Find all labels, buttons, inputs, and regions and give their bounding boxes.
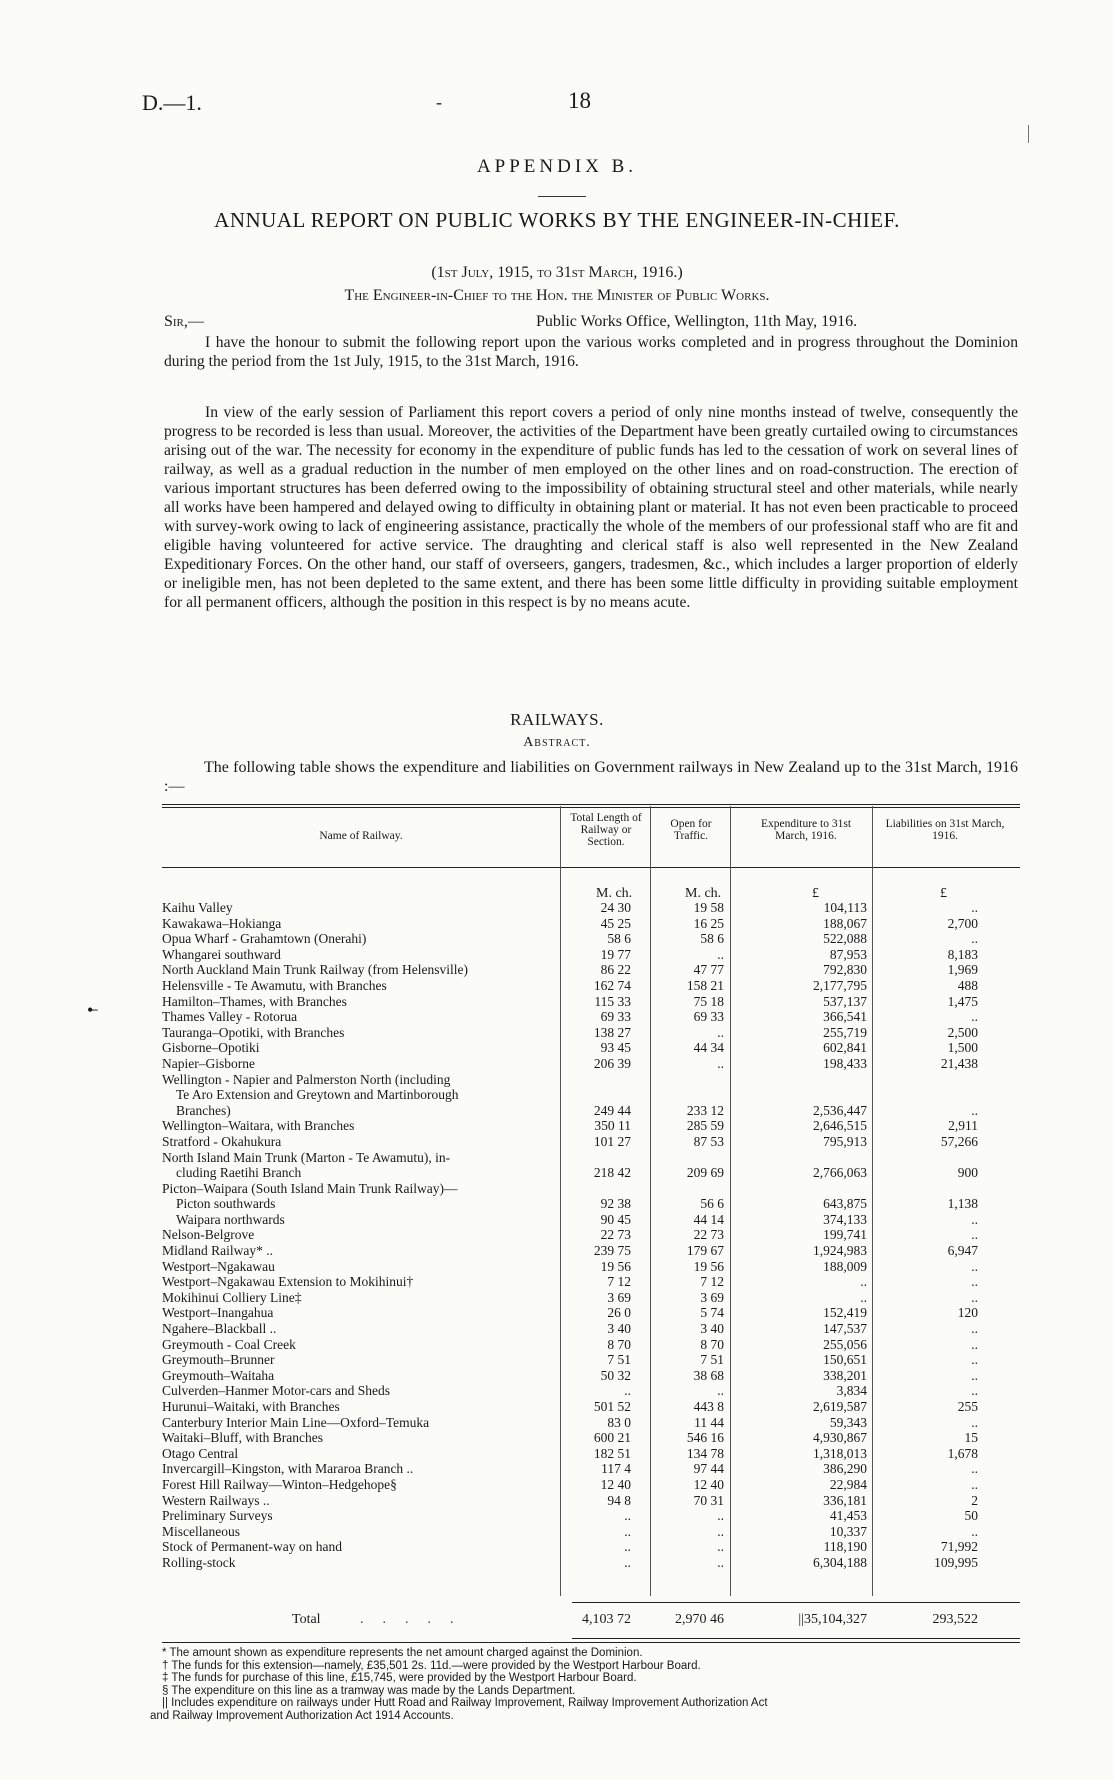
open-traffic-cell: 19 58 — [693, 900, 724, 915]
total-length-cell: 7 12 — [607, 1274, 631, 1290]
table-row — [0, 1446, 1114, 1462]
header-open-for-traffic: Open for Traffic. — [670, 818, 712, 842]
table-row — [0, 1181, 1114, 1197]
expenditure-cell: 2,177,795 — [813, 977, 867, 993]
liabilities-cell: 6,947 — [947, 1243, 978, 1259]
liabilities-cell: .. — [971, 1321, 978, 1337]
table-row — [0, 1134, 1114, 1150]
footnote: || Includes expenditure on railways under Hutt Road and Railway Improvement, Railway Improvement Authorization Act — [162, 1697, 768, 1710]
total-top-rule — [572, 1602, 1020, 1603]
total-length-cell: 249 44 — [593, 1102, 631, 1118]
open-traffic-cell: 75 18 — [693, 993, 724, 1009]
table-row — [0, 1087, 1114, 1103]
unit-expenditure: £ — [812, 886, 819, 901]
expenditure-cell: 22,984 — [829, 1476, 867, 1492]
table-row — [0, 1368, 1114, 1384]
liabilities-cell: .. — [971, 1274, 978, 1290]
total-length-cell: .. — [624, 1554, 631, 1570]
railway-name: Opua Wharf - Grahamtown (Onerahi) — [162, 931, 367, 947]
liabilities-cell: .. — [971, 1289, 978, 1305]
table-row — [0, 1539, 1114, 1555]
liabilities-cell: .. — [971, 1476, 978, 1492]
liabilities-cell: 1,138 — [947, 1196, 978, 1212]
railway-name: Greymouth–Brunner — [162, 1352, 275, 1368]
table-row — [0, 916, 1114, 932]
open-traffic-cell: 87 53 — [693, 1133, 724, 1149]
expenditure-cell: 255,719 — [823, 1024, 867, 1040]
open-traffic-cell: 70 31 — [693, 1492, 724, 1508]
railway-name: Waitaki–Bluff, with Branches — [162, 1430, 324, 1446]
railway-name: Midland Railway* .. — [162, 1243, 273, 1259]
total-length-cell: 69 33 — [600, 1009, 631, 1025]
expenditure-cell: 3,834 — [836, 1383, 867, 1399]
margin-symbol: •̶ — [87, 1000, 94, 1020]
expenditure-cell: .. — [860, 1274, 867, 1290]
open-traffic-cell: 3 40 — [700, 1321, 724, 1337]
railway-name: Whangarei southward — [162, 946, 281, 962]
unit-open: M. ch. — [685, 886, 722, 901]
header-name-of-railway: Name of Railway. — [319, 830, 403, 842]
table-row — [0, 1493, 1114, 1509]
railway-name: Westport–Ngakawau Extension to Mokihinui† — [162, 1274, 414, 1290]
open-traffic-cell: .. — [717, 1024, 724, 1040]
railway-name: Kawakawa–Hokianga — [162, 915, 282, 931]
table-row — [0, 1477, 1114, 1493]
total-length-cell: 86 22 — [600, 962, 631, 978]
open-traffic-cell: 47 77 — [693, 962, 724, 978]
total-length-cell: 115 33 — [594, 993, 631, 1009]
railway-name: Invercargill–Kingston, with Mararoa Branch .. — [162, 1461, 414, 1477]
railway-name: Otago Central — [162, 1445, 239, 1461]
liabilities-cell: 50 — [964, 1508, 978, 1524]
liabilities-cell: .. — [971, 1352, 978, 1368]
open-traffic-cell: .. — [717, 1539, 724, 1555]
table-row — [0, 900, 1114, 916]
expenditure-cell: 150,651 — [823, 1352, 867, 1368]
railway-name: Kaihu Valley — [162, 900, 233, 915]
railway-name: Stratford - Okahukura — [162, 1133, 282, 1149]
railway-name: Culverden–Hanmer Motor-cars and Sheds — [162, 1383, 391, 1399]
table-row — [0, 1415, 1114, 1431]
footnotes — [0, 1647, 1114, 1723]
table-row — [0, 1243, 1114, 1259]
railway-name: Branches) — [176, 1102, 231, 1118]
table-row — [0, 1399, 1114, 1415]
expenditure-cell: 104,113 — [823, 900, 867, 915]
table-row — [0, 1259, 1114, 1275]
liabilities-cell: .. — [971, 1383, 978, 1399]
footnote: and Railway Improvement Authorization Act 1914 Accounts. — [150, 1709, 454, 1722]
total-length: 4,103 72 — [582, 1612, 631, 1627]
liabilities-cell: .. — [971, 1009, 978, 1025]
liabilities-cell: 2,500 — [947, 1024, 978, 1040]
header-total-length: Total Length of Railway or Section. — [570, 812, 642, 848]
expenditure-cell: 2,536,447 — [813, 1102, 867, 1118]
railway-name: Picton southwards — [176, 1196, 276, 1212]
total-length-cell: 90 45 — [600, 1211, 631, 1227]
open-traffic-cell: 58 6 — [700, 931, 724, 947]
liabilities-cell: .. — [971, 1523, 978, 1539]
margin-mark — [1028, 125, 1029, 143]
liabilities-cell: 488 — [957, 977, 978, 993]
table-row — [0, 1025, 1114, 1041]
open-traffic-cell: 3 69 — [700, 1289, 724, 1305]
unit-liabilities: £ — [940, 886, 947, 901]
liabilities-cell: 900 — [957, 1165, 978, 1181]
total-length-cell: 501 52 — [593, 1399, 631, 1414]
total-length-cell: 22 73 — [600, 1227, 631, 1243]
total-length-cell: 50 32 — [600, 1367, 631, 1383]
table-row — [0, 1056, 1114, 1072]
total-length-cell: 83 0 — [607, 1414, 631, 1430]
total-length-cell: 45 25 — [600, 915, 631, 931]
liabilities-cell: 2,700 — [947, 915, 978, 931]
table-row — [0, 962, 1114, 978]
heading-rule — [538, 196, 586, 197]
liabilities-cell: .. — [971, 900, 978, 915]
open-traffic-cell: 7 51 — [700, 1352, 724, 1368]
total-length-cell: .. — [624, 1539, 631, 1555]
expenditure-cell: 2,766,063 — [813, 1165, 867, 1181]
open-traffic-cell: .. — [717, 946, 724, 962]
railway-name: Hurunui–Waitaki, with Branches — [162, 1399, 340, 1414]
total-length-cell: .. — [624, 1523, 631, 1539]
table-row — [0, 1524, 1114, 1540]
expenditure-cell: 2,646,515 — [813, 1118, 867, 1134]
liabilities-cell: 1,500 — [947, 1040, 978, 1056]
total-length-cell: 350 11 — [594, 1118, 631, 1134]
header-mark: - — [436, 92, 442, 112]
total-length-cell: 138 27 — [593, 1024, 631, 1040]
expenditure-cell: 188,067 — [823, 915, 867, 931]
liabilities-cell: 57,266 — [940, 1133, 978, 1149]
open-traffic-cell: 19 56 — [693, 1258, 724, 1274]
table-row — [0, 1150, 1114, 1166]
liabilities-cell: .. — [971, 1227, 978, 1243]
open-traffic-cell: 38 68 — [693, 1367, 724, 1383]
railway-name: North Auckland Main Trunk Railway (from Helensville) — [162, 962, 468, 978]
railway-name: Westport–Inangahua — [162, 1305, 274, 1321]
expenditure-cell: 366,541 — [823, 1009, 867, 1025]
header-expenditure: Expenditure to 31st March, 1916. — [760, 818, 852, 842]
expenditure-cell: 386,290 — [823, 1461, 867, 1477]
table-row — [0, 1352, 1114, 1368]
expenditure-cell: 338,201 — [823, 1367, 867, 1383]
table-row — [0, 1461, 1114, 1477]
expenditure-cell: 537,137 — [823, 993, 867, 1009]
table-row — [0, 978, 1114, 994]
open-traffic-cell: 8 70 — [700, 1336, 724, 1352]
railway-name: Greymouth–Waitaha — [162, 1367, 275, 1383]
expenditure-cell: 2,619,587 — [813, 1399, 867, 1414]
expenditure-cell: 792,830 — [823, 962, 867, 978]
liabilities-cell: .. — [971, 1102, 978, 1118]
railway-name: Waipara northwards — [176, 1211, 285, 1227]
document-reference: D.—1. — [142, 90, 202, 115]
open-traffic-cell: 134 78 — [686, 1445, 724, 1461]
railway-table-body — [0, 900, 1114, 1571]
liabilities-cell: .. — [971, 1461, 978, 1477]
table-intro: The following table shows the expenditure and liabilities on Government railways in New Zealand up to the 31st March, 1916 :— — [164, 759, 1018, 795]
appendix-heading: APPENDIX B. — [476, 156, 638, 177]
liabilities-cell: .. — [971, 931, 978, 947]
liabilities-cell: .. — [971, 1336, 978, 1352]
total-length-cell: 600 21 — [593, 1430, 631, 1446]
railway-name: Napier–Gisborne — [162, 1055, 255, 1071]
expenditure-cell: 602,841 — [823, 1040, 867, 1056]
footnote: * The amount shown as expenditure represents the net amount charged against the Dominion. — [162, 1647, 643, 1659]
table-top-rule — [162, 804, 1020, 805]
expenditure-cell: 1,318,013 — [813, 1445, 867, 1461]
total-open: 2,970 46 — [675, 1612, 724, 1627]
expenditure-cell: 188,009 — [823, 1258, 867, 1274]
expenditure-cell: 795,913 — [823, 1133, 867, 1149]
total-length-cell: 93 45 — [600, 1040, 631, 1056]
expenditure-cell: 522,088 — [823, 931, 867, 947]
footnote: ‡ The funds for purchase of this line, £15,745, were provided by the Westport Harbour Board. — [162, 1672, 637, 1685]
expenditure-cell: 118,190 — [823, 1539, 867, 1555]
office-date-line: Public Works Office, Wellington, 11th May, 1916. — [536, 313, 858, 330]
total-liabilities: 293,522 — [932, 1612, 978, 1627]
table-row — [0, 1212, 1114, 1228]
liabilities-cell: 21,438 — [940, 1055, 978, 1071]
open-traffic-cell: 97 44 — [693, 1461, 724, 1477]
liabilities-cell: 120 — [957, 1305, 978, 1321]
open-traffic-cell: 69 33 — [693, 1009, 724, 1025]
expenditure-cell: .. — [860, 1289, 867, 1305]
expenditure-cell: 147,537 — [823, 1321, 867, 1337]
railway-name: cluding Raetihi Branch — [176, 1165, 302, 1181]
open-traffic-cell: 16 25 — [693, 915, 724, 931]
expenditure-cell: 255,056 — [823, 1336, 867, 1352]
table-bottom-rule — [162, 1642, 1020, 1643]
open-traffic-cell: 56 6 — [700, 1196, 724, 1212]
liabilities-cell: .. — [971, 1367, 978, 1383]
railway-name: Picton–Waipara (South Island Main Trunk Railway)— — [162, 1180, 458, 1196]
liabilities-cell: 2,911 — [948, 1118, 978, 1134]
table-row — [0, 931, 1114, 947]
abstract-heading: Abstract. — [523, 735, 591, 750]
railway-name: North Island Main Trunk (Marton - Te Awamutu), in- — [162, 1149, 451, 1165]
table-row — [0, 1196, 1114, 1212]
open-traffic-cell: .. — [717, 1554, 724, 1570]
open-traffic-cell: 179 67 — [686, 1243, 724, 1259]
footnote: § The expenditure on this line as a tramway was made by the Lands Department. — [162, 1684, 576, 1697]
total-length-cell: 3 40 — [607, 1321, 631, 1337]
page-number: 18 — [568, 88, 591, 113]
table-row — [0, 1383, 1114, 1399]
table-row — [0, 1040, 1114, 1056]
total-leaders: ..... — [360, 1612, 473, 1627]
table-row — [0, 1118, 1114, 1134]
liabilities-cell: 8,183 — [947, 946, 978, 962]
liabilities-cell: 1,475 — [947, 993, 978, 1009]
liabilities-cell: 1,678 — [947, 1445, 978, 1461]
railway-name: Miscellaneous — [162, 1523, 240, 1539]
open-traffic-cell: .. — [717, 1523, 724, 1539]
unit-length: M. ch. — [596, 886, 633, 901]
total-length-cell: 58 6 — [607, 931, 631, 947]
table-row — [0, 994, 1114, 1010]
total-length-cell: .. — [624, 1508, 631, 1524]
table-top-rule-double — [162, 807, 1020, 808]
railways-heading: RAILWAYS. — [510, 710, 604, 729]
railway-name: Greymouth - Coal Creek — [162, 1336, 296, 1352]
railway-name: Forest Hill Railway—Winton–Hedgehope§ — [162, 1476, 397, 1492]
salutation: Sir,— — [164, 313, 204, 330]
table-row — [0, 1508, 1114, 1524]
open-traffic-cell: 158 21 — [686, 977, 724, 993]
total-length-cell: 8 70 — [607, 1336, 631, 1352]
table-row — [0, 1227, 1114, 1243]
total-label: Total — [292, 1612, 321, 1627]
railway-name: Wellington - Napier and Palmerston North (including — [162, 1071, 451, 1087]
header-liabilities: Liabilities on 31st March, 1916. — [885, 818, 1005, 842]
expenditure-cell: 198,433 — [823, 1055, 867, 1071]
paragraph-intro: I have the honour to submit the following report upon the various works completed and in progress throughout the Dominion during the period from the 1st July, 1915, to the 31st March, 1916. — [164, 334, 1018, 370]
expenditure-cell: 59,343 — [829, 1414, 867, 1430]
railway-name: Nelson-Belgrove — [162, 1227, 255, 1243]
liabilities-cell: 255 — [957, 1399, 978, 1414]
total-length-cell: 94 8 — [607, 1492, 631, 1508]
expenditure-cell: 87,953 — [829, 946, 867, 962]
railway-name: Hamilton–Thames, with Branches — [162, 993, 347, 1009]
total-length-cell: .. — [624, 1383, 631, 1399]
railway-name: Ngahere–Blackball .. — [162, 1321, 277, 1337]
total-length-cell: 7 51 — [607, 1352, 631, 1368]
open-traffic-cell: 12 40 — [693, 1476, 724, 1492]
railway-name: Thames Valley - Rotorua — [162, 1009, 298, 1025]
liabilities-cell: 1,969 — [947, 962, 978, 978]
total-length-cell: 19 77 — [600, 946, 631, 962]
report-title: ANNUAL REPORT ON PUBLIC WORKS BY THE ENGINEER-IN-CHIEF. — [214, 208, 900, 232]
open-traffic-cell: .. — [717, 1055, 724, 1071]
open-traffic-cell: 285 59 — [686, 1118, 724, 1134]
railway-name: Gisborne–Opotiki — [162, 1040, 260, 1056]
table-row — [0, 1290, 1114, 1306]
total-length-cell: 92 38 — [600, 1196, 631, 1212]
railway-name: Mokihinui Colliery Line‡ — [162, 1289, 302, 1305]
railway-name: Western Railways .. — [162, 1492, 270, 1508]
expenditure-cell: 199,741 — [823, 1227, 867, 1243]
open-traffic-cell: 22 73 — [693, 1227, 724, 1243]
open-traffic-cell: .. — [717, 1383, 724, 1399]
railway-name: Stock of Permanent-way on hand — [162, 1539, 342, 1555]
open-traffic-cell: 44 34 — [693, 1040, 724, 1056]
total-length-cell: 218 42 — [593, 1165, 631, 1181]
total-length-cell: 206 39 — [593, 1055, 631, 1071]
expenditure-cell: 374,133 — [823, 1211, 867, 1227]
table-row — [0, 947, 1114, 963]
liabilities-cell: 2 — [971, 1492, 978, 1508]
total-row — [0, 1612, 1114, 1632]
addressee-line: The Engineer-in-Chief to the Hon. the Minister of Public Works. — [344, 287, 770, 304]
open-traffic-cell: 443 8 — [693, 1399, 724, 1414]
expenditure-cell: 10,337 — [829, 1523, 867, 1539]
railway-name: Te Aro Extension and Greytown and Martinborough — [176, 1087, 459, 1103]
expenditure-cell: 643,875 — [823, 1196, 867, 1212]
railway-name: Wellington–Waitara, with Branches — [162, 1118, 355, 1134]
liabilities-cell: .. — [971, 1211, 978, 1227]
expenditure-cell: 4,930,867 — [813, 1430, 867, 1446]
railway-name: Helensville - Te Awamutu, with Branches — [162, 977, 387, 993]
railway-name: Tauranga–Opotiki, with Branches — [162, 1024, 345, 1040]
paragraph-war-effects: In view of the early session of Parliament this report covers a period of only nine months instead of twelve, consequently the progress to be recorded is less than usual. Moreover, the activities of the Department have been greatly curtailed owing to circumstances arising out of the war. The necessity for economy in the expenditure of public funds has led to the cessation of work on several lines of railway, as well as a gradual reduction in the number of men employed on the other lines and on road-construction. The erection of various important structures has been deferred owing to the impossibility of obtaining structural steel and other materials, while nearly all works have been hampered and delayed owing to difficulty in obtaining plant or material. It has not even been practicable to proceed with survey-work owing to lack of engineering assistance, practically the whole of the members of our professional staff who are fit and eligible having volunteered for active service. The draughting and clerical staff is also well represented in the New Zealand Expeditionary Forces. On the other hand, our staff of overseers, gangers, tradesmen, &c., which includes a larger proportion of elderly or ineligible men, has not been depleted to the same extent, and there has been some little difficulty in providing suitable employment for all permanent officers, although the position in this respect is by no means acute. — [164, 404, 1018, 611]
open-traffic-cell: 546 16 — [686, 1430, 724, 1446]
railway-name: Westport–Ngakawau — [162, 1258, 275, 1274]
liabilities-cell: 109,995 — [934, 1554, 978, 1570]
footnote: † The funds for this extension—namely, £35,501 2s. 11d.—were provided by the Westport Harbour Board. — [162, 1659, 701, 1672]
table-row — [0, 1555, 1114, 1571]
expenditure-cell: 152,419 — [823, 1305, 867, 1321]
expenditure-cell: 1,924,983 — [813, 1243, 867, 1259]
open-traffic-cell: 44 14 — [693, 1211, 724, 1227]
total-length-cell: 19 56 — [600, 1258, 631, 1274]
table-row — [0, 1337, 1114, 1353]
liabilities-cell: .. — [971, 1258, 978, 1274]
table-row — [0, 1430, 1114, 1446]
expenditure-cell: 6,304,188 — [813, 1554, 867, 1570]
total-length-cell: 12 40 — [600, 1476, 631, 1492]
total-length-cell: 26 0 — [607, 1305, 631, 1321]
table-row — [0, 1274, 1114, 1290]
expenditure-cell: 336,181 — [823, 1492, 867, 1508]
open-traffic-cell: 5 74 — [700, 1305, 724, 1321]
railway-name: Preliminary Surveys — [162, 1508, 273, 1524]
table-row — [0, 1305, 1114, 1321]
table-row — [0, 1009, 1114, 1025]
expenditure-cell: 41,453 — [829, 1508, 867, 1524]
liabilities-cell: 71,992 — [940, 1539, 978, 1555]
open-traffic-cell: 7 12 — [700, 1274, 724, 1290]
report-period: (1st July, 1915, to 31st March, 1916.) — [431, 264, 683, 281]
railway-name: Canterbury Interior Main Line—Oxford–Temuka — [162, 1414, 430, 1430]
open-traffic-cell: .. — [717, 1508, 724, 1524]
total-length-cell: 162 74 — [593, 977, 631, 993]
total-length-cell: 101 27 — [593, 1133, 631, 1149]
total-length-cell: 3 69 — [607, 1289, 631, 1305]
liabilities-cell: .. — [971, 1414, 978, 1430]
total-expenditure: ||35,104,327 — [798, 1612, 867, 1627]
open-traffic-cell: 11 44 — [694, 1414, 724, 1430]
table-row — [0, 1072, 1114, 1088]
table-row — [0, 1321, 1114, 1337]
table-row — [0, 1103, 1114, 1119]
total-length-cell: 239 75 — [593, 1243, 631, 1259]
table-header-rule — [162, 867, 1020, 868]
total-length-cell: 182 51 — [593, 1445, 631, 1461]
railway-name: Rolling-stock — [162, 1554, 236, 1570]
open-traffic-cell: 209 69 — [686, 1165, 724, 1181]
total-bottom-rule — [572, 1638, 1020, 1639]
open-traffic-cell: 233 12 — [686, 1102, 724, 1118]
total-length-cell: 24 30 — [600, 900, 631, 915]
liabilities-cell: 15 — [964, 1430, 978, 1446]
total-length-cell: 117 4 — [601, 1461, 631, 1477]
table-row — [0, 1165, 1114, 1181]
